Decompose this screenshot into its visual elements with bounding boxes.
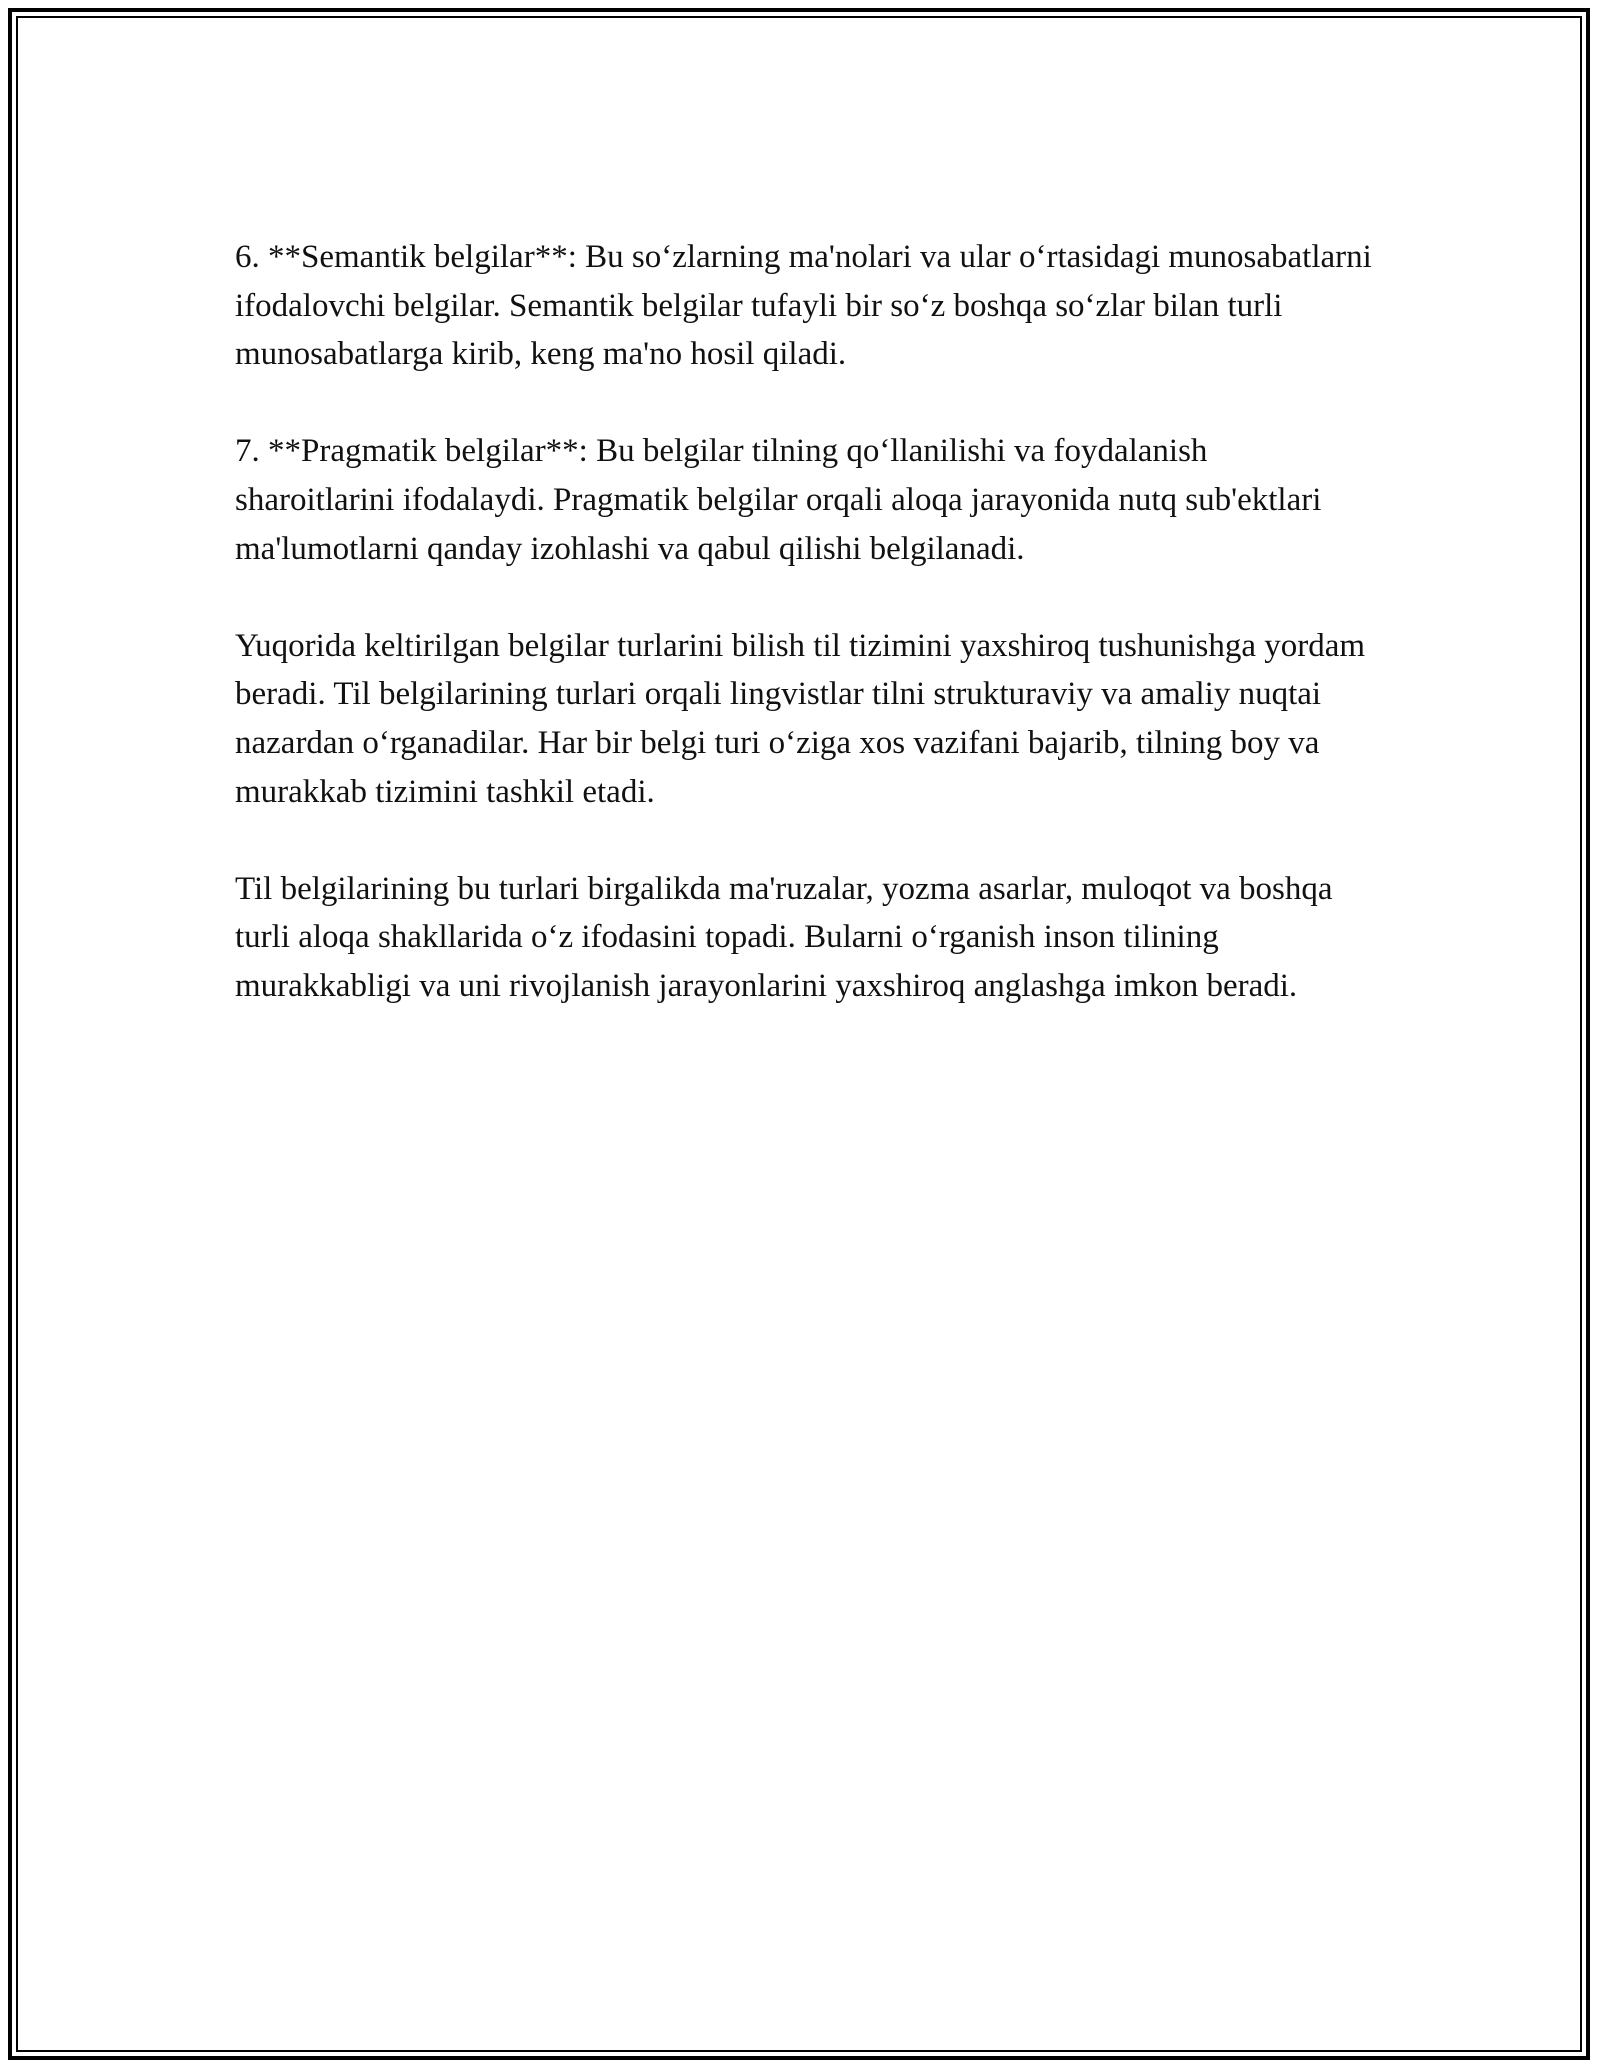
paragraph-pragmatic-signs: 7. **Pragmatik belgilar**: Bu belgilar tilning qo‘llanilishi va foydalanish sharoitlarini ifodalaydi. Pragmatik belgilar orqali aloqa jarayonida nutq sub'ektlari ma'lumotlarni qanday izohlashi va qabul qilishi belgilanadi. — [235, 433, 1322, 567]
paragraph-conclusion: Til belgilarining bu turlari birgalikda ma'ruzalar, yozma asarlar, muloqot va boshqa turli aloqa shakllarida o‘z ifodasini topadi. Bularni o‘rganish inson tilining murakkabligi va uni rivojlanish jarayonlarini yaxshiroq anglashga imkon beradi. — [235, 870, 1333, 1004]
document-body — [235, 233, 1375, 1059]
paragraph-semantic-signs: 6. **Semantik belgilar**: Bu so‘zlarning ma'nolari va ular o‘rtasidagi munosabatlarni ifodalovchi belgilar. Semantik belgilar tufayli bir so‘z boshqa so‘zlar bilan turli munosabatlarga kirib, keng ma'no hosil qiladi. — [235, 239, 1372, 373]
paragraph-summary: Yuqorida keltirilgan belgilar turlarini bilish til tizimini yaxshiroq tushunishga yordam beradi. Til belgilarining turlari orqali lingvistlar tilni strukturaviy va amaliy nuqtai nazardan o‘rganadilar. Har bir belgi turi o‘ziga xos vazifani bajarib, tilning boy va murakkab tizimini tashkil etadi. — [235, 627, 1366, 810]
